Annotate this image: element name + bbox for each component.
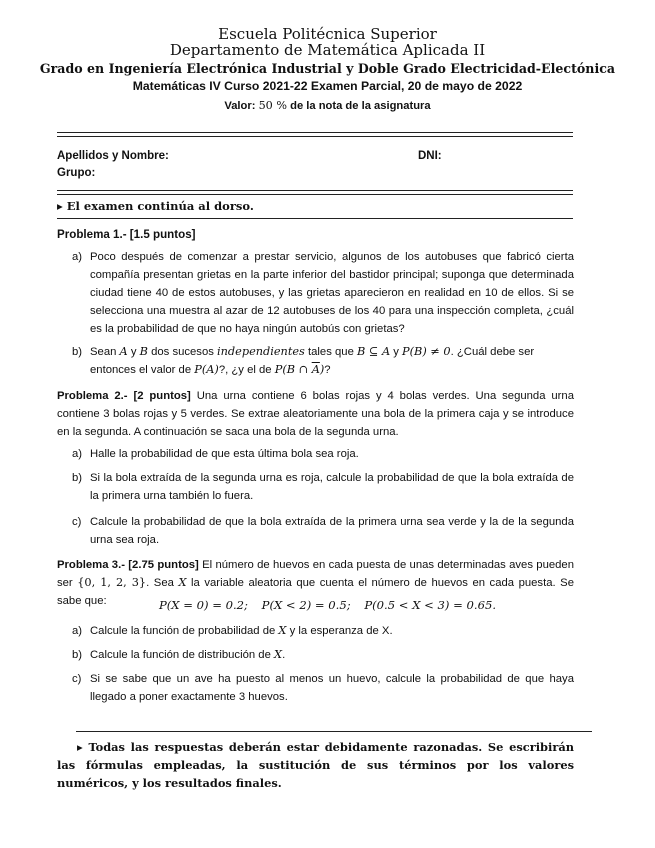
problem3-a-text bbox=[90, 622, 574, 640]
problem2-a-label: a) bbox=[72, 448, 83, 460]
p1b-cond2: P(B) ≠ 0 bbox=[402, 345, 451, 358]
problem3-intro1: El número de huevos en cada puesta de unas determinadas aves pueden ser bbox=[57, 559, 574, 589]
problem3-a-label: a) bbox=[72, 625, 83, 637]
p3a-X: X bbox=[278, 624, 287, 637]
problem3-title: Problema 3.- [2.75 puntos] bbox=[57, 559, 199, 571]
p1b-sea: Sean bbox=[90, 346, 117, 358]
school-name: Escuela Politécnica Superior bbox=[218, 25, 437, 43]
problem2-title: Problema 2.- [2 puntos] bbox=[57, 390, 191, 402]
p1b-y: y bbox=[130, 346, 137, 358]
problem2-intro: Una urna contiene 6 bolas rojas y 4 bolas verdes. Una segunda urna contiene 3 bolas rojas y 5 verdes. Se extrae aleatoriamente una bola de la primera caja y se introduce en la segunda. A continuación se saca una bola de la segunda urna. bbox=[57, 390, 574, 438]
p1b-A: A bbox=[119, 345, 128, 358]
p3b-text2: . bbox=[282, 649, 286, 661]
p1b-expr-pre: P(B ∩ bbox=[274, 363, 312, 376]
problem1-a-text: Poco después de comenzar a prestar servicio, algunos de los autobuses que fabricó cierta compañía presentan grietas en la parte inferior del bastidor principal; suponga que determinada ciudad tiene 40 de estos autobuses, y las grietas aparecieron en realidad en 10 de ellos. Si se selecciona una muestra al azar de 12 autobuses de los 40 para una inspección completa, ¿cuál es la probabilidad de que no haya ningún autobús con grietas? bbox=[90, 251, 574, 335]
problem3-c-text: Si se sabe que un ave ha puesto al menos un huevo, calcule la probabilidad de que haya llegado a poner exactamente 3 huevos. bbox=[90, 673, 574, 703]
p3a-text2: y la esperanza de X. bbox=[289, 625, 393, 637]
p1b-cond1: B ⊆ A bbox=[357, 345, 391, 358]
value-prefix: Valor: bbox=[224, 100, 256, 112]
eq1: P(X = 0) = 0.2; bbox=[158, 598, 248, 612]
problem2-b-text: Si la bola extraída de la segunda urna es roja, calcule la probabilidad de que la bola extraída de la primera urna también lo fuera. bbox=[90, 472, 574, 502]
p1b-dos: dos sucesos bbox=[151, 346, 214, 358]
notice-rule bbox=[57, 218, 573, 219]
problem3-intro3: la variable aleatoria que cuenta el número de huevos en cada puesta. Se sabe que: bbox=[57, 577, 574, 607]
problem3-intro2: . Sea bbox=[146, 577, 174, 589]
p3b-text1: Calcule la función de distribución de bbox=[90, 649, 271, 661]
footer-note: ▸ Todas las respuestas deberán estar debidamente razonadas. Se escribirán las fórmulas empleadas, la sustitución de sus términos por los valores numéricos, y los resultados finales. bbox=[57, 740, 574, 790]
problem2-c-label: c) bbox=[72, 516, 82, 528]
problem2-c-text: Calcule la probabilidad de que la bola extraída de la primera urna sea verde y la de la segunda urna sea roja. bbox=[90, 516, 574, 546]
p1b-q2: ?, ¿y el de bbox=[218, 364, 272, 376]
p3a-text1: Calcule la función de probabilidad de bbox=[90, 625, 276, 637]
problem1-a-label: a) bbox=[72, 251, 83, 263]
name-label: Apellidos y Nombre: bbox=[57, 150, 169, 162]
p1b-expr-post: ) bbox=[319, 363, 325, 376]
dni-label: DNI: bbox=[418, 150, 442, 162]
p1b-tales: tales que bbox=[308, 346, 354, 358]
problem3-b-label: b) bbox=[72, 649, 83, 661]
problem1-b-text bbox=[90, 343, 576, 379]
p1b-expr bbox=[275, 363, 325, 376]
problem1-b-label: b) bbox=[72, 346, 83, 358]
student-rule-bottom bbox=[57, 194, 573, 195]
p1b-expr-bar: $\overline{A}$ bbox=[311, 363, 320, 376]
problem1-title: Problema 1.- [1.5 puntos] bbox=[57, 228, 196, 241]
group-label: Grupo: bbox=[57, 167, 96, 179]
continue-notice: ▸ El examen continúa al dorso. bbox=[57, 199, 254, 213]
header-rule-top bbox=[57, 132, 573, 133]
p1b-independientes: independientes bbox=[217, 345, 305, 358]
p1b-B: B bbox=[139, 345, 148, 358]
exam-value bbox=[0, 99, 655, 112]
p1b-PA: P(A) bbox=[194, 363, 219, 376]
problem3-equations bbox=[0, 598, 655, 612]
header-rule-bottom bbox=[57, 136, 573, 137]
problem2-b-label: b) bbox=[72, 472, 83, 484]
problem3-b-text bbox=[90, 646, 574, 664]
eq2: P(X < 2) = 0.5; bbox=[261, 598, 351, 612]
p3b-X: X bbox=[274, 648, 283, 661]
department-name: Departamento de Matemática Aplicada II bbox=[169, 41, 486, 59]
problem2-block bbox=[57, 387, 574, 441]
p1b-y2: y bbox=[393, 346, 399, 358]
p1b-q1: . ¿Cuál debe ser entonces el valor de bbox=[90, 346, 535, 376]
p1b-end: ? bbox=[324, 364, 331, 376]
problem2-a-text: Halle la probabilidad de que esta última bola sea roja. bbox=[90, 448, 359, 460]
problem3-set: {0, 1, 2, 3} bbox=[77, 576, 147, 589]
value-percent: 50 % bbox=[258, 99, 287, 112]
student-rule-top bbox=[57, 190, 573, 191]
eq3: P(0.5 < X < 3) = 0.65. bbox=[364, 598, 497, 612]
degree-title: Grado en Ingeniería Electrónica Industrial y Doble Grado Electricidad-Electónica bbox=[39, 61, 616, 76]
problem3-c-label: c) bbox=[72, 673, 82, 685]
footer-rule bbox=[76, 731, 592, 732]
problem3-X: X bbox=[178, 576, 187, 589]
course-line: Matemáticas IV Curso 2021-22 Examen Parcial, 20 de mayo de 2022 bbox=[132, 79, 523, 93]
value-suffix: de la nota de la asignatura bbox=[290, 100, 431, 112]
